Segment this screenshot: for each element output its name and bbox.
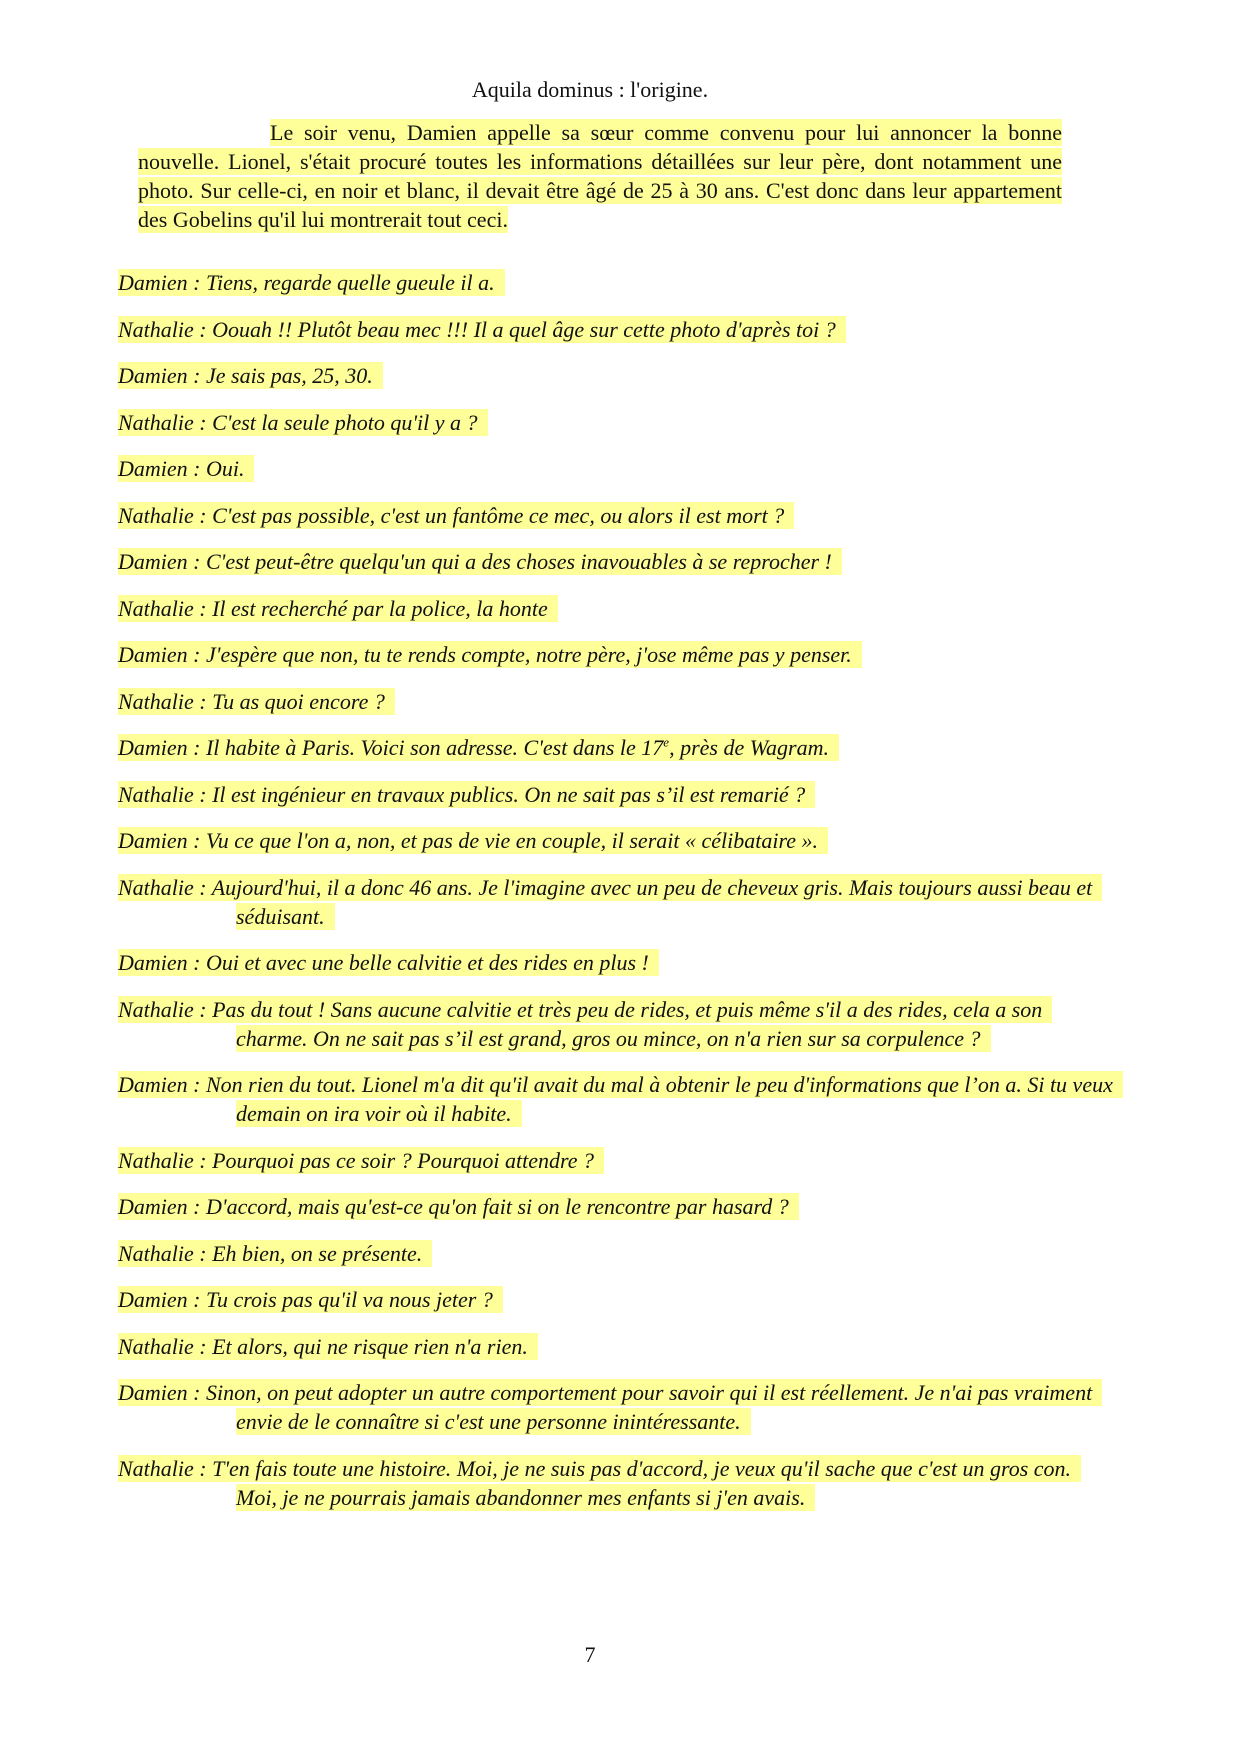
dialogue-text: Nathalie : Il est ingénieur en travaux publics. On ne sait pas s’il est remarié ? — [118, 781, 815, 808]
superscript: e — [663, 734, 670, 750]
dialogue-text-end: , près de Wagram. — [669, 735, 829, 760]
dialogue-text: Damien : Je sais pas, 25, 30. — [118, 362, 383, 389]
intro-paragraph — [138, 118, 1062, 234]
dialogue-text: Nathalie : C'est la seule photo qu'il y a ? — [118, 409, 488, 436]
dialogue-line — [118, 640, 1116, 669]
dialogue-text: Nathalie : Pas du tout ! Sans aucune calvitie et très peu de rides, et puis même s'il a des rides, cela a son charme. On ne sait pas s’il est grand, gros ou mince, on n'a rien sur sa corpulence ? — [118, 996, 1052, 1052]
dialogue-text: Nathalie : Eh bien, on se présente. — [118, 1240, 432, 1267]
dialogue-line — [118, 547, 1116, 576]
dialogue-text: Damien : Oui et avec une belle calvitie et des rides en plus ! — [118, 949, 659, 976]
dialogue-text-start: Damien : Il habite à Paris. Voici son adresse. C'est dans le 17 — [118, 735, 664, 760]
dialogue-line — [118, 594, 1116, 623]
dialogue-line — [118, 733, 1116, 762]
running-header — [0, 76, 1180, 104]
dialogue-line — [118, 687, 1116, 716]
page-number-text: 7 — [584, 1642, 596, 1667]
dialogue-line — [118, 1239, 1116, 1268]
dialogue-line — [118, 1454, 1116, 1512]
dialogue-text: Damien : Non rien du tout. Lionel m'a dit qu'il avait du mal à obtenir le peu d'informations que l’on a. Si tu veux demain on ira voir où il habite. — [118, 1071, 1123, 1127]
dialogue-line — [118, 1332, 1116, 1361]
dialogue-line — [118, 361, 1116, 390]
dialogue-text: Nathalie : T'en fais toute une histoire. Moi, je ne suis pas d'accord, je veux qu'il sache que c'est un gros con. Moi, je ne pourrais jamais abandonner mes enfants si j'en avais. — [118, 1455, 1081, 1511]
dialogue-text: Nathalie : Aujourd'hui, il a donc 46 ans. Je l'imagine avec un peu de cheveux gris. Mais toujours aussi beau et séduisant. — [118, 874, 1102, 930]
dialogue-list — [118, 268, 1118, 1529]
intro-text: Le soir venu, Damien appelle sa sœur comme convenu pour lui annoncer la bonne nouvelle. Lionel, s'était procuré toutes les informations détaillées sur leur père, dont notamment une photo. Sur celle-ci, en noir et blanc, il devait être âgé de 25 à 30 ans. C'est donc dans leur appartement des Gobelins qu'il lui montrerait tout ceci. — [138, 120, 1062, 232]
dialogue-text: Nathalie : Tu as quoi encore ? — [118, 688, 395, 715]
dialogue-line — [118, 268, 1116, 297]
dialogue-text: Damien : Vu ce que l'on a, non, et pas de vie en couple, il serait « célibataire ». — [118, 827, 828, 854]
dialogue-line — [118, 948, 1116, 977]
dialogue-line — [118, 826, 1116, 855]
dialogue-line — [118, 408, 1116, 437]
dialogue-text: Nathalie : Pourquoi pas ce soir ? Pourquoi attendre ? — [118, 1147, 604, 1174]
dialogue-line — [118, 315, 1116, 344]
dialogue-text: Damien : D'accord, mais qu'est-ce qu'on fait si on le rencontre par hasard ? — [118, 1193, 799, 1220]
dialogue-text: Damien : C'est peut-être quelqu'un qui a des choses inavouables à se reprocher ! — [118, 548, 842, 575]
dialogue-line — [118, 501, 1116, 530]
dialogue-text: Damien : Oui. — [118, 455, 254, 482]
dialogue-text: Damien : Sinon, on peut adopter un autre comportement pour savoir qui il est réellement. Je n'ai pas vraiment envie de le connaître si c'est une personne inintéressante. — [118, 1379, 1102, 1435]
dialogue-text: Damien : Tiens, regarde quelle gueule il a. — [118, 269, 505, 296]
dialogue-text — [118, 734, 839, 761]
header-title: Aquila dominus : l'origine. — [471, 77, 709, 102]
dialogue-text: Nathalie : Il est recherché par la police, la honte — [118, 595, 558, 622]
dialogue-text: Damien : J'espère que non, tu te rends compte, notre père, j'ose même pas y penser. — [118, 641, 862, 668]
dialogue-line — [118, 780, 1116, 809]
dialogue-line — [118, 1378, 1116, 1436]
dialogue-text: Nathalie : Et alors, qui ne risque rien n'a rien. — [118, 1333, 538, 1360]
dialogue-line — [118, 454, 1116, 483]
dialogue-text: Nathalie : Oouah !! Plutôt beau mec !!! Il a quel âge sur cette photo d'après toi ? — [118, 316, 846, 343]
dialogue-line — [118, 995, 1116, 1053]
page-number — [0, 1641, 1180, 1669]
dialogue-line — [118, 1070, 1116, 1128]
dialogue-line — [118, 873, 1116, 931]
dialogue-line — [118, 1192, 1116, 1221]
dialogue-text: Damien : Tu crois pas qu'il va nous jeter ? — [118, 1286, 503, 1313]
dialogue-text: Nathalie : C'est pas possible, c'est un fantôme ce mec, ou alors il est mort ? — [118, 502, 794, 529]
dialogue-line — [118, 1146, 1116, 1175]
dialogue-line — [118, 1285, 1116, 1314]
